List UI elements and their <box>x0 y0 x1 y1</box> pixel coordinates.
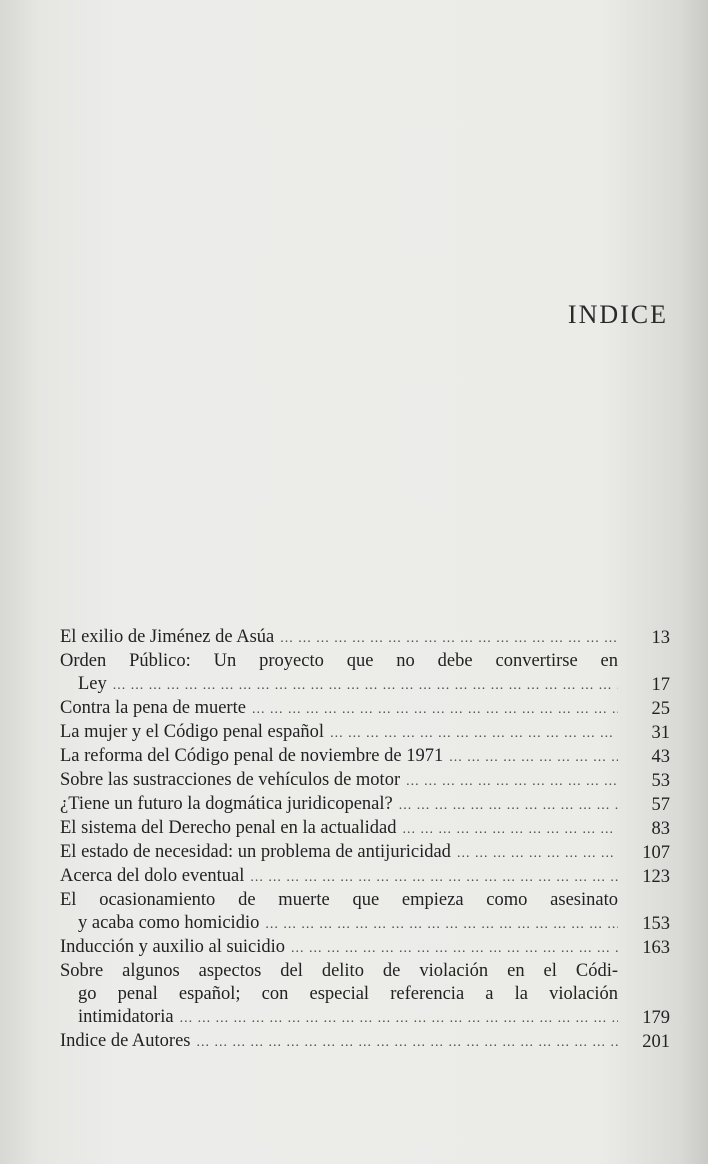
entry-title: Sobre las sustracciones de vehículos de motor <box>60 770 401 790</box>
entry-title: El estado de necesidad: un problema de antijuricidad <box>60 842 451 862</box>
toc-entry <box>60 769 670 793</box>
entry-title-continued: Ley <box>78 674 107 694</box>
entry-page: 31 <box>651 723 670 743</box>
entry-page: 201 <box>642 1032 670 1052</box>
toc-entry <box>60 889 670 936</box>
entry-page: 123 <box>642 867 670 887</box>
toc-entry <box>60 936 670 960</box>
page-title: INDICE <box>567 300 668 329</box>
entry-page: 17 <box>651 675 670 695</box>
entry-title-continued: intimidatoria <box>78 1007 174 1027</box>
entry-page: 13 <box>651 628 670 648</box>
toc-entry <box>60 841 670 865</box>
entry-page: 107 <box>642 843 670 863</box>
leader-dots <box>399 794 618 817</box>
entry-title: El sistema del Derecho penal en la actualidad <box>60 818 397 838</box>
leader-dots <box>113 674 618 697</box>
leader-dots <box>330 722 618 745</box>
toc-entry <box>60 697 670 721</box>
entry-title: El ocasionamiento de muerte que empieza como asesinato <box>60 890 618 910</box>
leader-dots <box>406 770 618 793</box>
leader-dots <box>180 1007 618 1030</box>
toc-entry <box>60 793 670 817</box>
entry-title: La mujer y el Código penal español <box>60 722 325 742</box>
entry-title: Orden Público: Un proyecto que no debe convertirse en <box>60 651 618 671</box>
entry-title: Sobre algunos aspectos del delito de violación en el Códi- <box>60 961 618 981</box>
entry-title: Inducción y auxilio al suicidio <box>60 937 286 957</box>
entry-title: La reforma del Código penal de noviembre de 1971 <box>60 746 444 766</box>
entry-page: 57 <box>651 795 670 815</box>
toc-entry <box>60 817 670 841</box>
entry-title: Indice de Autores <box>60 1031 191 1051</box>
leader-dots <box>402 818 618 841</box>
entry-page: 179 <box>642 1008 670 1028</box>
entry-page: 53 <box>651 771 670 791</box>
leader-dots <box>252 698 618 721</box>
entry-title: Contra la pena de muerte <box>60 698 246 718</box>
leader-dots <box>265 913 618 936</box>
entry-title-continued: y acaba como homicidio <box>78 913 260 933</box>
leader-dots <box>280 627 618 650</box>
leader-dots <box>457 842 618 865</box>
toc-entry <box>60 626 670 650</box>
toc-entry <box>60 650 670 697</box>
leader-dots <box>291 937 618 960</box>
leader-dots <box>197 1031 619 1054</box>
entry-title: Acerca del dolo eventual <box>60 866 245 886</box>
entry-page: 43 <box>651 747 670 767</box>
entry-page: 163 <box>642 938 670 958</box>
toc-entry <box>60 745 670 769</box>
leader-dots <box>250 866 618 889</box>
leader-dots <box>449 746 618 769</box>
table-of-contents <box>60 626 670 1054</box>
entry-title: El exilio de Jiménez de Asúa <box>60 627 275 647</box>
entry-page: 25 <box>651 699 670 719</box>
entry-title-continued: go penal español; con especial referencia a la violación <box>78 984 618 1004</box>
entry-title: ¿Tiene un futuro la dogmática juridicopenal? <box>60 794 393 814</box>
toc-entry <box>60 960 670 1030</box>
entry-page: 83 <box>651 819 670 839</box>
toc-entry <box>60 865 670 889</box>
toc-entry <box>60 721 670 745</box>
toc-entry <box>60 1030 670 1054</box>
entry-page: 153 <box>642 914 670 934</box>
